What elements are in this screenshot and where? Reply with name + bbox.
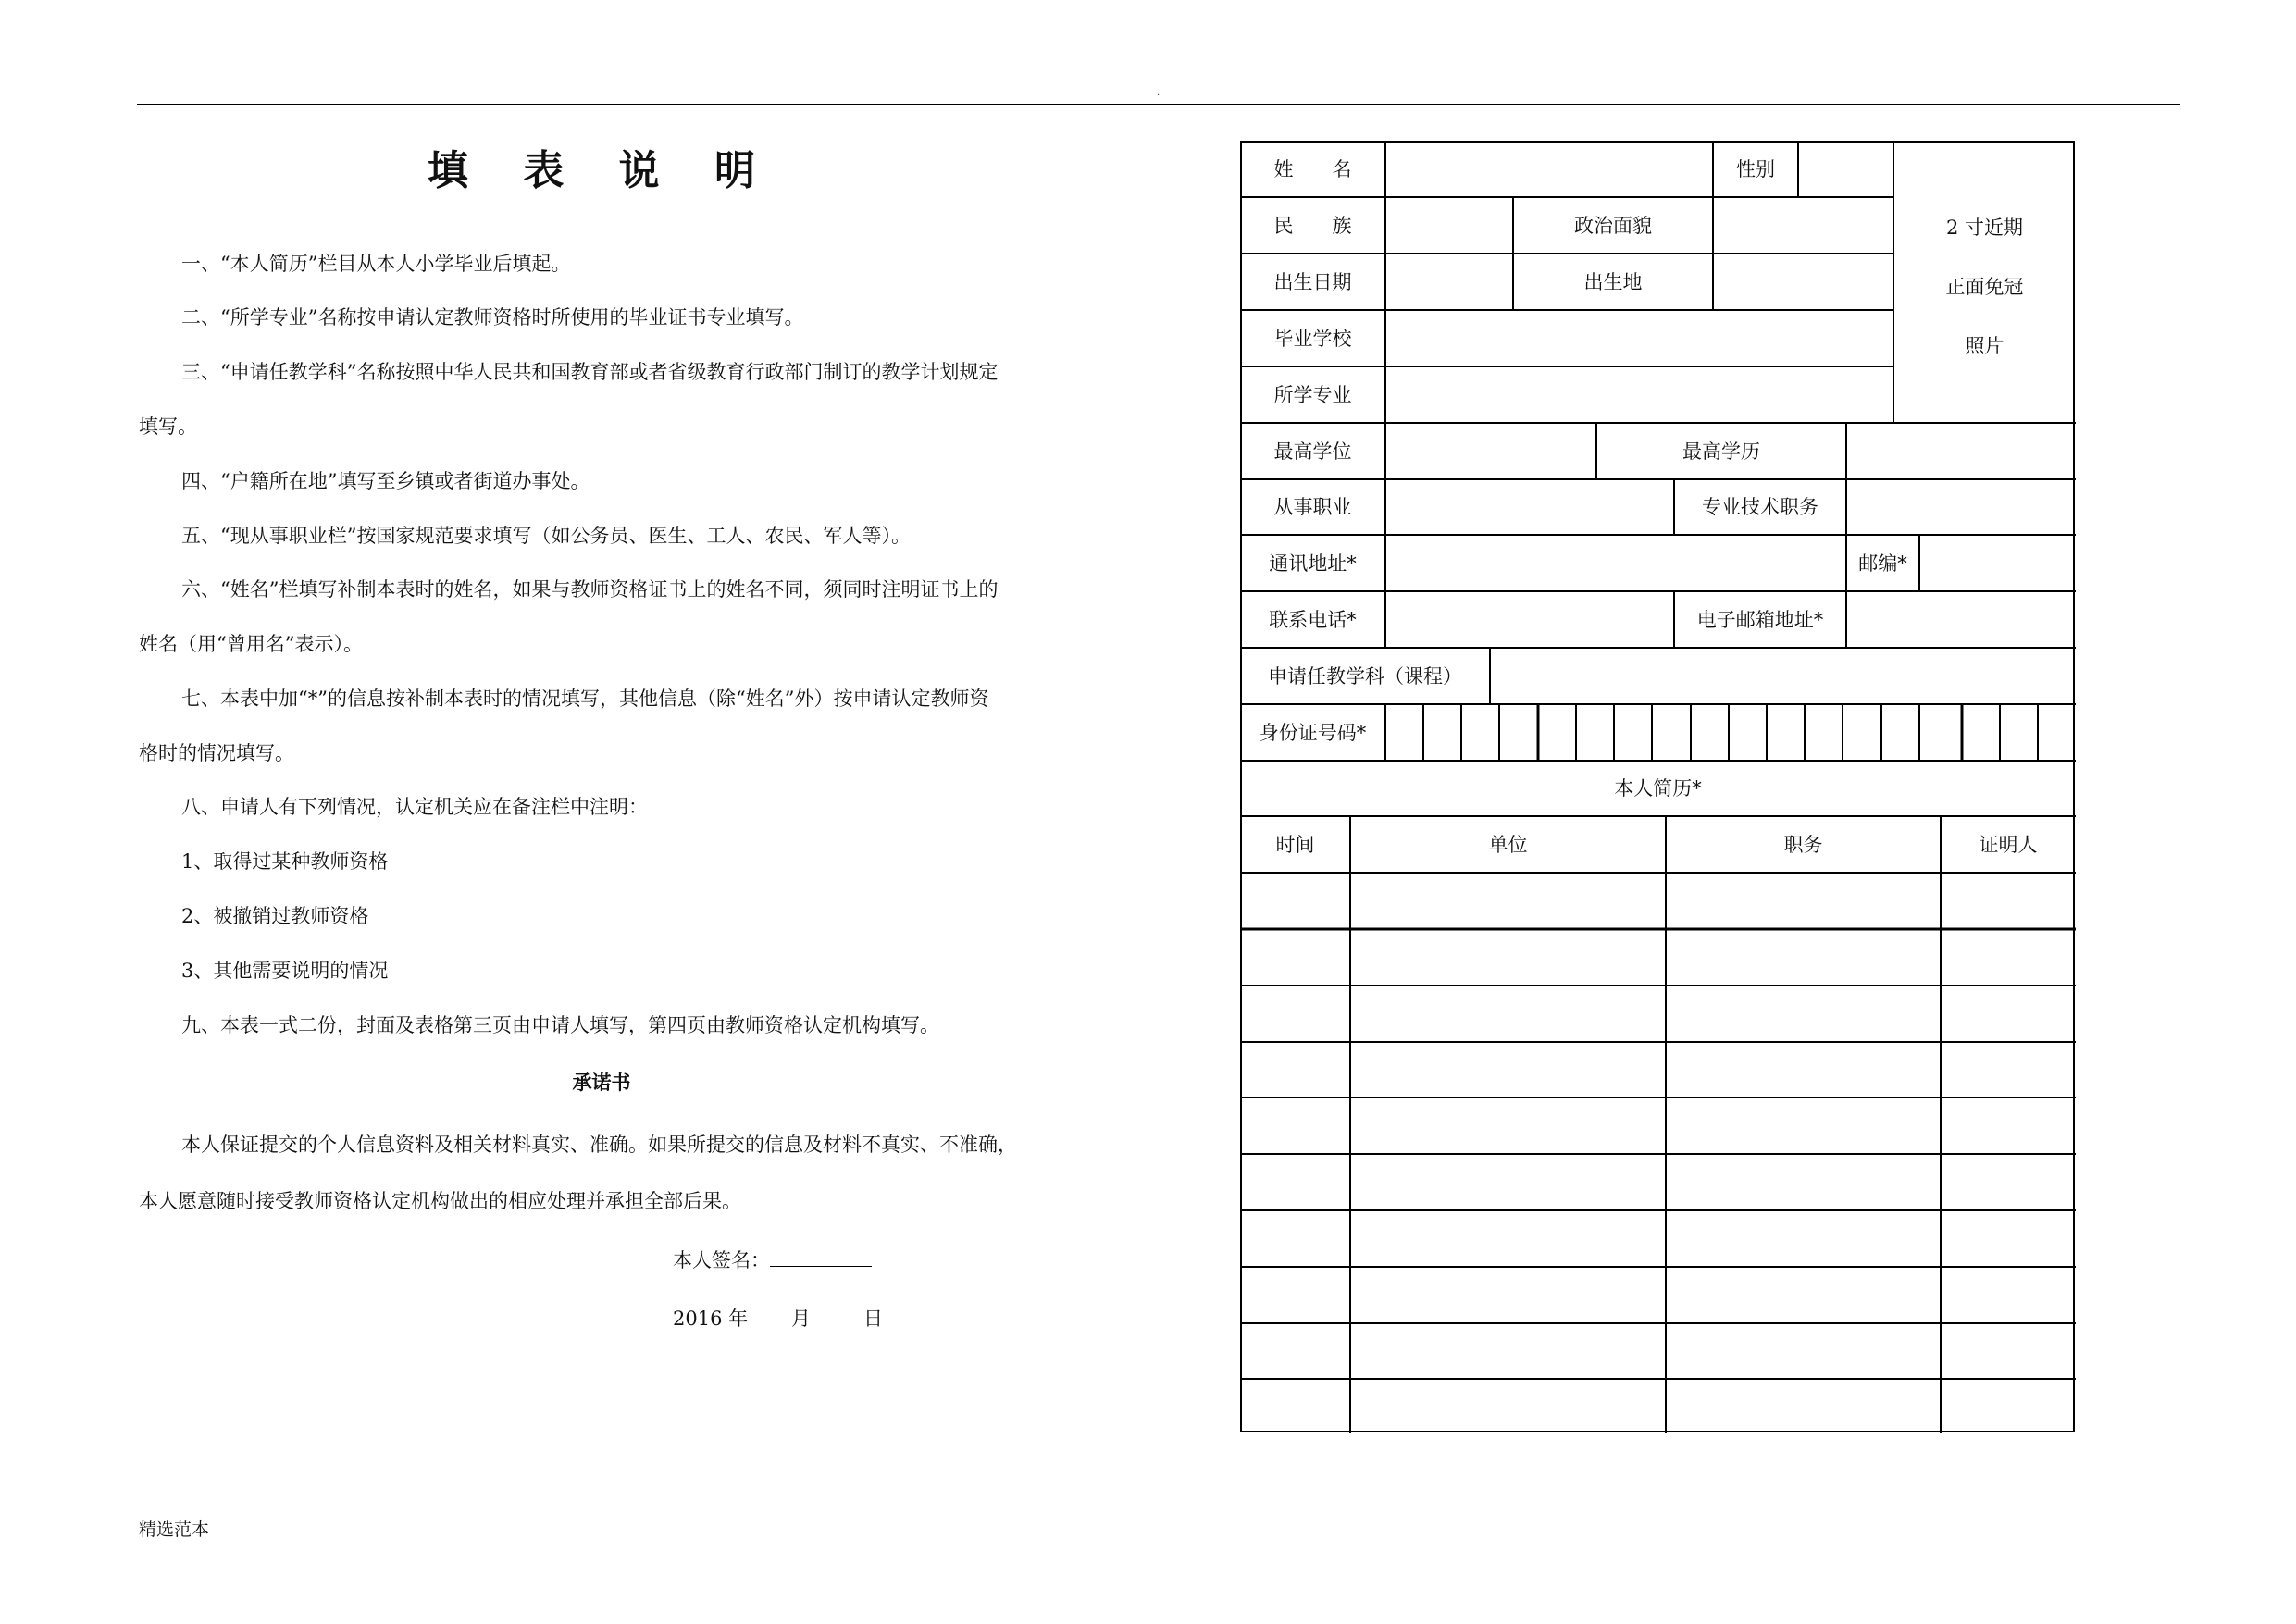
pledge-title: 承诺书 xyxy=(572,1071,631,1094)
footer-text: 精选范本 xyxy=(139,1519,210,1540)
label-school: 毕业学校 xyxy=(1273,327,1352,350)
instruction-line: 八、申请人有下列情况，认定机关应在备注栏中注明： xyxy=(181,796,648,818)
photo-placeholder[interactable] xyxy=(1893,198,2076,376)
label-major: 所学专业 xyxy=(1273,383,1352,406)
signature-field[interactable] xyxy=(770,1247,872,1267)
date-day: 日 xyxy=(863,1308,883,1330)
instruction-line: 1、取得过某种教师资格 xyxy=(181,850,389,873)
instruction-line: 五、“现从事职业栏”按国家规范要求填写（如公务员、医生、工人、农民、军人等）。 xyxy=(181,525,911,547)
signature-label: 本人签名： xyxy=(673,1249,770,1271)
photo-line: 正面免冠 xyxy=(1945,276,2024,298)
instruction-line: 四、“户籍所在地”填写至乡镇或者街道办事处。 xyxy=(181,470,590,492)
instruction-line: 一、“本人简历”栏目从本人小学毕业后填起。 xyxy=(181,253,571,275)
label-birth-place: 出生地 xyxy=(1583,270,1643,293)
instruction-line: 3、其他需要说明的情况 xyxy=(181,960,389,982)
label-phone: 联系电话* xyxy=(1269,608,1357,631)
label-subject: 申请任教学科（课程） xyxy=(1268,664,1462,688)
date-month: 月 xyxy=(791,1308,811,1330)
instructions-title: 填 表 说 明 xyxy=(428,147,776,194)
label-postcode: 邮编* xyxy=(1858,552,1907,575)
header-rule xyxy=(137,104,2180,105)
label-political: 政治面貌 xyxy=(1574,214,1652,237)
label-name: 姓 名 xyxy=(1273,157,1352,180)
resume-header-position: 职务 xyxy=(1783,833,1823,856)
pledge-line: 本人愿意随时接受教师资格认定机构做出的相应处理并承担全部后果。 xyxy=(139,1190,741,1212)
photo-line: 照片 xyxy=(1965,335,2004,357)
label-degree: 最高学位 xyxy=(1273,440,1352,463)
resume-header-unit: 单位 xyxy=(1488,833,1528,856)
resume-header-witness: 证明人 xyxy=(1979,833,2038,856)
label-ethnicity: 民 族 xyxy=(1273,214,1352,237)
label-gender: 性别 xyxy=(1736,157,1775,180)
instruction-line: 三、“申请任教学科”名称按照中华人民共和国教育部或者省级教育行政部门制订的教学计划规定 xyxy=(181,361,999,383)
instruction-line: 二、“所学专业”名称按申请认定教师资格时所使用的毕业证书专业填写。 xyxy=(181,306,804,329)
date-year: 2016 年 xyxy=(673,1308,749,1330)
label-resume: 本人简历* xyxy=(1614,777,1702,800)
label-email: 电子邮箱地址* xyxy=(1696,608,1824,631)
photo-line: 2 寸近期 xyxy=(1945,217,2024,239)
instruction-line: 七、本表中加“*”的信息按补制本表时的情况填写，其他信息（除“姓名”外）按申请认定教师资 xyxy=(181,688,989,710)
instruction-line: 九、本表一式二份，封面及表格第三页由申请人填写，第四页由教师资格认定机构填写。 xyxy=(181,1014,939,1036)
label-id-number: 身份证号码* xyxy=(1259,721,1367,744)
instruction-line: 填写。 xyxy=(139,415,197,438)
label-tech-title: 专业技术职务 xyxy=(1702,496,1818,518)
signature-row xyxy=(673,1246,872,1274)
instruction-line: 六、“姓名”栏填写补制本表时的姓名，如果与教师资格证书上的姓名不同，须同时注明证书上的 xyxy=(181,578,999,601)
label-birth-date: 出生日期 xyxy=(1273,270,1352,293)
instruction-line: 2、被撤销过教师资格 xyxy=(181,905,369,927)
pledge-line: 本人保证提交的个人信息资料及相关材料真实、准确。如果所提交的信息及材料不真实、不准确， xyxy=(181,1134,1017,1156)
label-occupation: 从事职业 xyxy=(1273,496,1352,518)
label-education: 最高学历 xyxy=(1682,440,1760,463)
label-address: 通讯地址* xyxy=(1269,552,1357,575)
instruction-line: 姓名（用“曾用名”表示）。 xyxy=(139,633,363,655)
header-dot: . xyxy=(1157,88,1160,98)
resume-header-time: 时间 xyxy=(1275,833,1315,856)
registration-form xyxy=(1240,141,2076,1433)
instruction-line: 格时的情况填写。 xyxy=(139,742,294,764)
